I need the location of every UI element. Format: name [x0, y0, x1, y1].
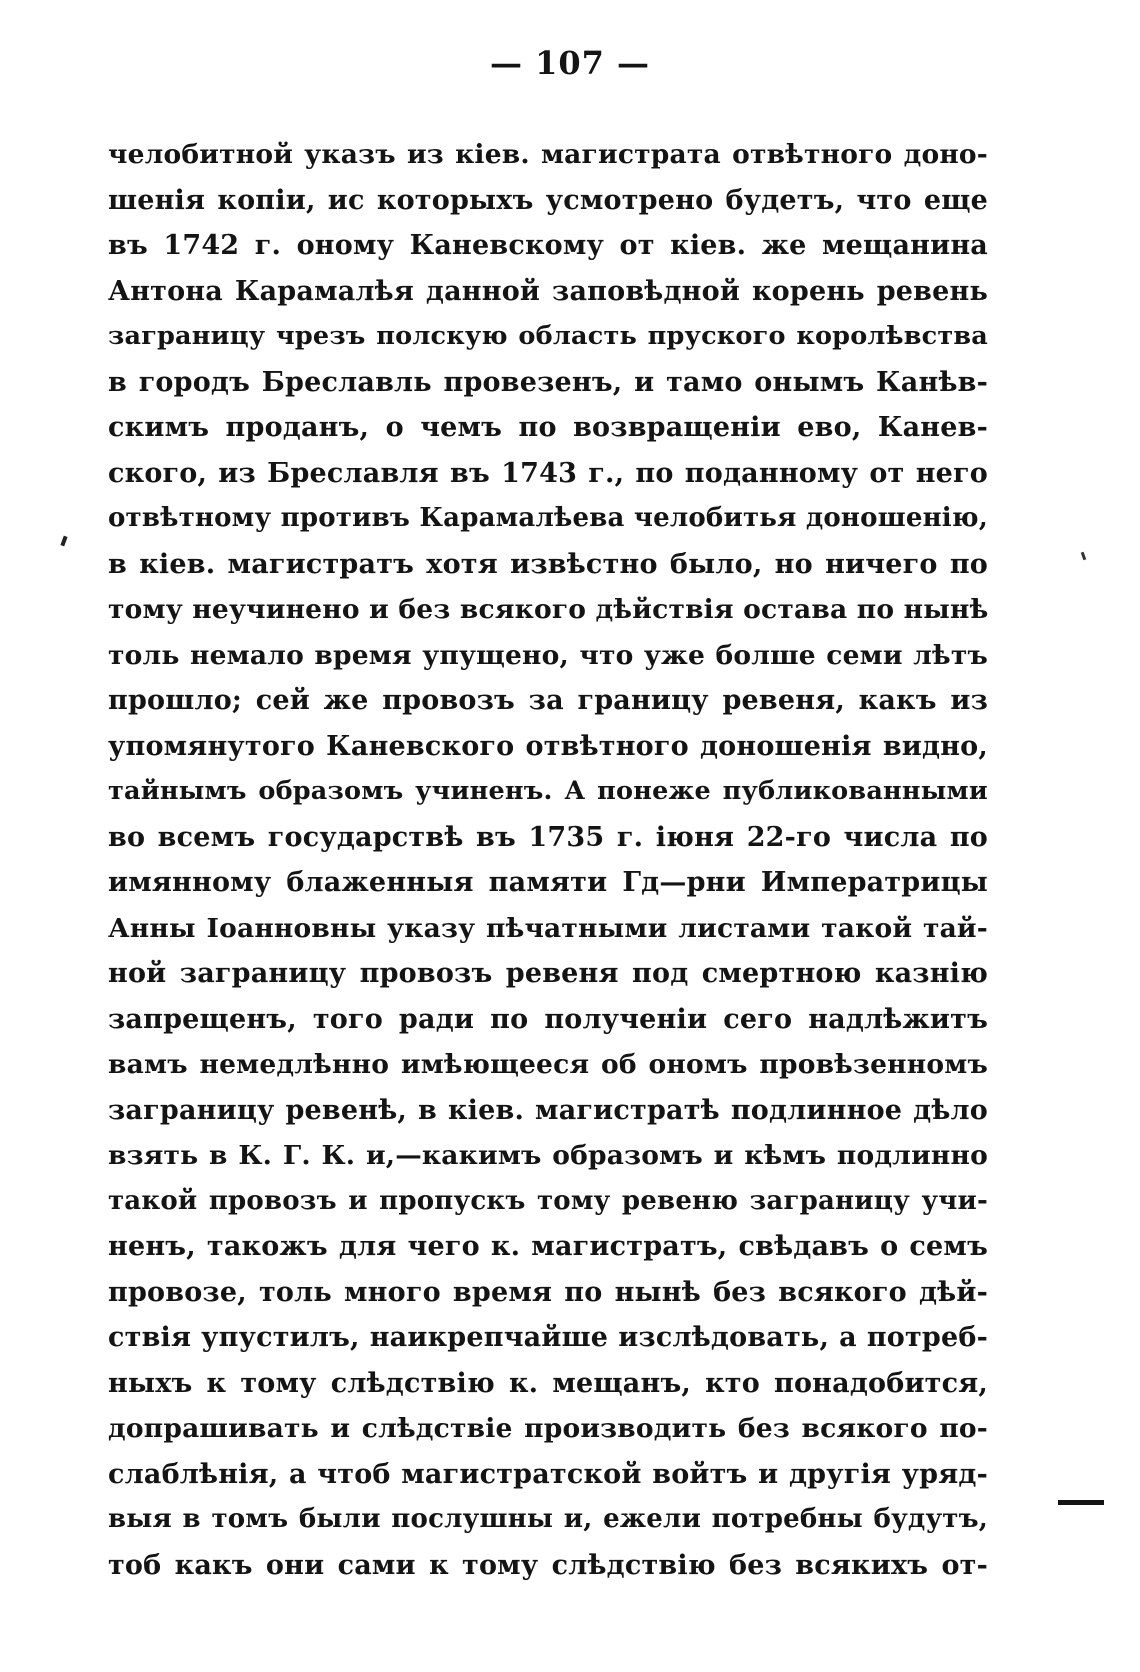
catchword-dash [1058, 1500, 1104, 1505]
text-line: ненъ, такожъ для чего к. магистратъ, свѣдавъ о семъ [108, 1231, 988, 1262]
text-line: провозе, толь много время по нынѣ без всякого дѣй- [108, 1276, 988, 1308]
text-line: допрашивать и слѣдствiе производить без всякого по- [108, 1413, 988, 1444]
text-line: отвѣтному противъ Карамалѣева челобитья доношенiю, [108, 503, 988, 533]
text-line: вамъ немедлѣнно имѣющееся об ономъ провѣзенномъ [108, 1049, 988, 1080]
text-line: челобитной указъ из кiев. магистрата отвѣтного доно- [108, 139, 988, 170]
text-line: заграницу ревенѣ, в кiев. магистратѣ подлинное дѣло [108, 1094, 988, 1126]
text-line: тайнымъ образомъ учиненъ. А понеже публикованными [108, 776, 988, 806]
text-line: тому неучинено и без всякого дѣйствiя остава по нынѣ [108, 594, 989, 625]
text-line: в городъ Бреславль провезенъ, и тамо онымъ Канѣв- [108, 366, 988, 398]
text-line: прошло; сей же провозъ за границу ревеня, какъ из [108, 685, 988, 716]
text-line: въ 1742 г. оному Каневскому от кiев. же мещанина [108, 230, 988, 261]
text-line: выя в томъ были послушны и, ежели потребны будутъ, [108, 1504, 988, 1534]
text-line: ной заграницу провозъ ревеня под смертною казнiю [108, 958, 988, 989]
text-line: ского, из Бреславля въ 1743 г., по поданному от него [108, 457, 988, 489]
text-line: в кiев. магистратъ хотя извѣстно было, но ничего по [108, 548, 988, 580]
text-line: толь немало время упущено, что уже болше семи лѣтъ [108, 639, 988, 671]
text-line: во всемъ государствѣ въ 1735 г. iюня 22-го числа по [108, 821, 988, 853]
text-line: слаблѣнiя, а чтоб магистратской войтъ и другiя уряд- [108, 1458, 988, 1490]
text-line: такой провозъ и пропускъ тому ревеню заграницу учи- [108, 1185, 988, 1216]
page-number: — 107 — [489, 44, 651, 82]
text-line: запрещенъ, того ради по полученiи сего надлѣжитъ [108, 1003, 988, 1035]
text-line: взять в К. Г. К. и,—какимъ образомъ и кѣмъ подлинно [108, 1140, 988, 1171]
text-line: Антона Карамалѣя данной заповѣдной корень ревень [108, 275, 988, 307]
body-text [108, 132, 988, 1588]
text-line: ныхъ к тому слѣдствiю к. мещанъ, кто понадобится, [108, 1367, 988, 1399]
margin-speck [1081, 552, 1087, 561]
text-line: тоб какъ они сами к тому слѣдствiю без всякихъ от- [108, 1549, 988, 1581]
text-line: шенiя копiи, ис которыхъ усмотрено будетъ, что еще [108, 184, 988, 216]
text-line: скимъ проданъ, о чемъ по возвращенiи ево, Канев- [108, 412, 988, 443]
text-line: ствiя упустилъ, наикрепчайше изслѣдовать, а потреб- [108, 1322, 988, 1353]
text-line: имянному блаженныя памяти Гд—рни Императрицы [108, 867, 988, 898]
margin-speck [60, 536, 67, 547]
text-line: Анны Iоанновны указу пѣчатными листами такой тай- [108, 912, 988, 944]
text-line: упомянутого Каневского отвѣтного доношенiя видно, [108, 730, 988, 762]
text-line: заграницу чрезъ полскую область пруского королѣвства [108, 321, 988, 351]
